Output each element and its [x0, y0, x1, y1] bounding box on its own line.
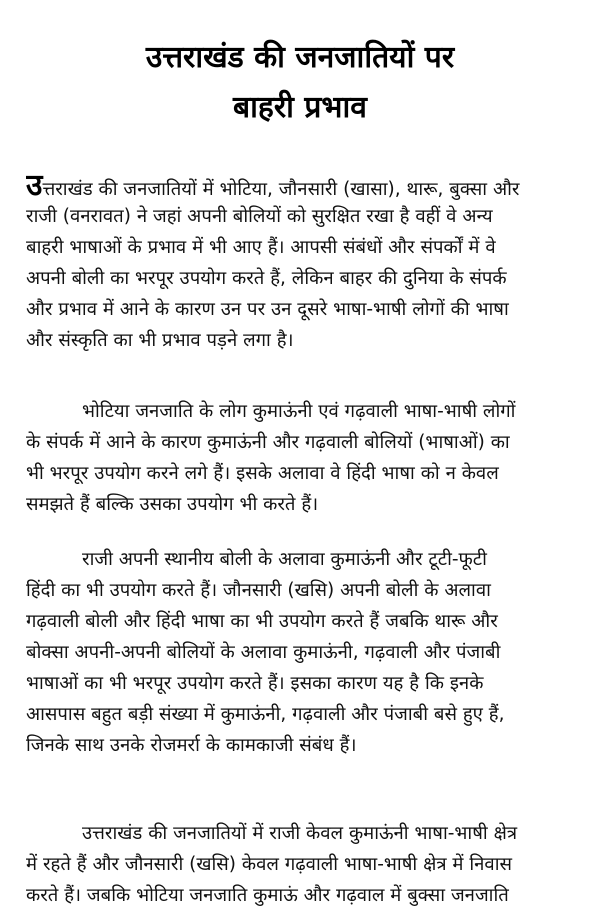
- paragraph-line: राजी अपनी स्थानीय बोली के अलावा कुमाऊंनी और टूटी-फूटी: [82, 549, 487, 570]
- paragraph-line: भाषाओं का भी भरपूर उपयोग करते हैं। इसका कारण यह है कि इनके: [26, 673, 484, 694]
- drop-cap: उ: [26, 170, 43, 201]
- paragraph-line-text: त्तराखंड की जनजातियों में भोटिया, जौनसारी (खासा), थारू, बुक्सा और: [42, 179, 520, 200]
- paragraph-line: और संस्कृति का भी प्रभाव पड़ने लगा है।: [26, 330, 294, 351]
- paragraph-line: और प्रभाव में आने के कारण उन पर उन दूसरे भाषा-भाषी लोगों की भाषा: [26, 299, 509, 320]
- paragraph-line: उत्तराखंड की जनजातियों में राजी केवल कुमाऊंनी भाषा-भाषी क्षेत्र: [82, 823, 518, 844]
- paragraph-line: बाहरी भाषाओं के प्रभाव में भी आए हैं। आपसी संबंधों और संपर्कों में वे: [26, 237, 496, 258]
- paragraph-line: समझते हैं बल्कि उसका उपयोग भी करते हैं।: [26, 494, 319, 515]
- paragraph-1: [26, 170, 586, 356]
- paragraph-line: भोटिया जनजाति के लोग कुमाऊंनी एवं गढ़वाली भाषा-भाषी लोगों: [82, 401, 516, 422]
- paragraph-4: [26, 818, 586, 911]
- paragraph-line: राजी (वनरावत) ने जहां अपनी बोलियों को सुरक्षित रखा है वहीं वे अन्य: [26, 206, 493, 227]
- paragraph-line: हिंदी का भी उपयोग करते हैं। जौनसारी (खसि) अपनी बोली के अलावा: [26, 580, 491, 601]
- page-title-line-2: बाहरी प्रभाव: [233, 90, 367, 125]
- page-title-line-1: उत्तराखंड की जनजातियों पर: [145, 40, 455, 75]
- paragraph-line: के संपर्क में आने के कारण कुमाऊंनी और गढ़वाली बोलियों (भाषाओं) का: [26, 432, 510, 453]
- paragraph-line: आसपास बहुत बड़ी संख्या में कुमाऊंनी, गढ़वाली और पंजाबी बसे हुए हैं,: [26, 704, 505, 725]
- paragraph-line: गढ़वाली बोली और हिंदी भाषा का भी उपयोग करते हैं जबकि थारू और: [26, 611, 498, 632]
- paragraph-line: जिनके साथ उनके रोजमर्रा के कामकाजी संबंध हैं।: [26, 735, 357, 756]
- paragraph-3: [26, 544, 586, 761]
- paragraph-line: करते हैं। जबकि भोटिया जनजाति कुमाऊं और गढ़वाल में बुक्सा जनजाति: [26, 885, 509, 906]
- paragraph-2: [26, 396, 586, 520]
- paragraph-line: अपनी बोली का भरपूर उपयोग करते हैं, लेकिन बाहर की दुनिया के संपर्क: [26, 268, 507, 289]
- paragraph-line: भी भरपूर उपयोग करने लगे हैं। इसके अलावा वे हिंदी भाषा को न केवल: [26, 463, 499, 484]
- paragraph-line: [26, 170, 586, 201]
- paragraph-line: में रहते हैं और जौनसारी (खसि) केवल गढ़वाली भाषा-भाषी क्षेत्र में निवास: [26, 854, 513, 875]
- paragraph-line: बोक्सा अपनी-अपनी बोलियों के अलावा कुमाऊंनी, गढ़वाली और पंजाबी: [26, 642, 501, 663]
